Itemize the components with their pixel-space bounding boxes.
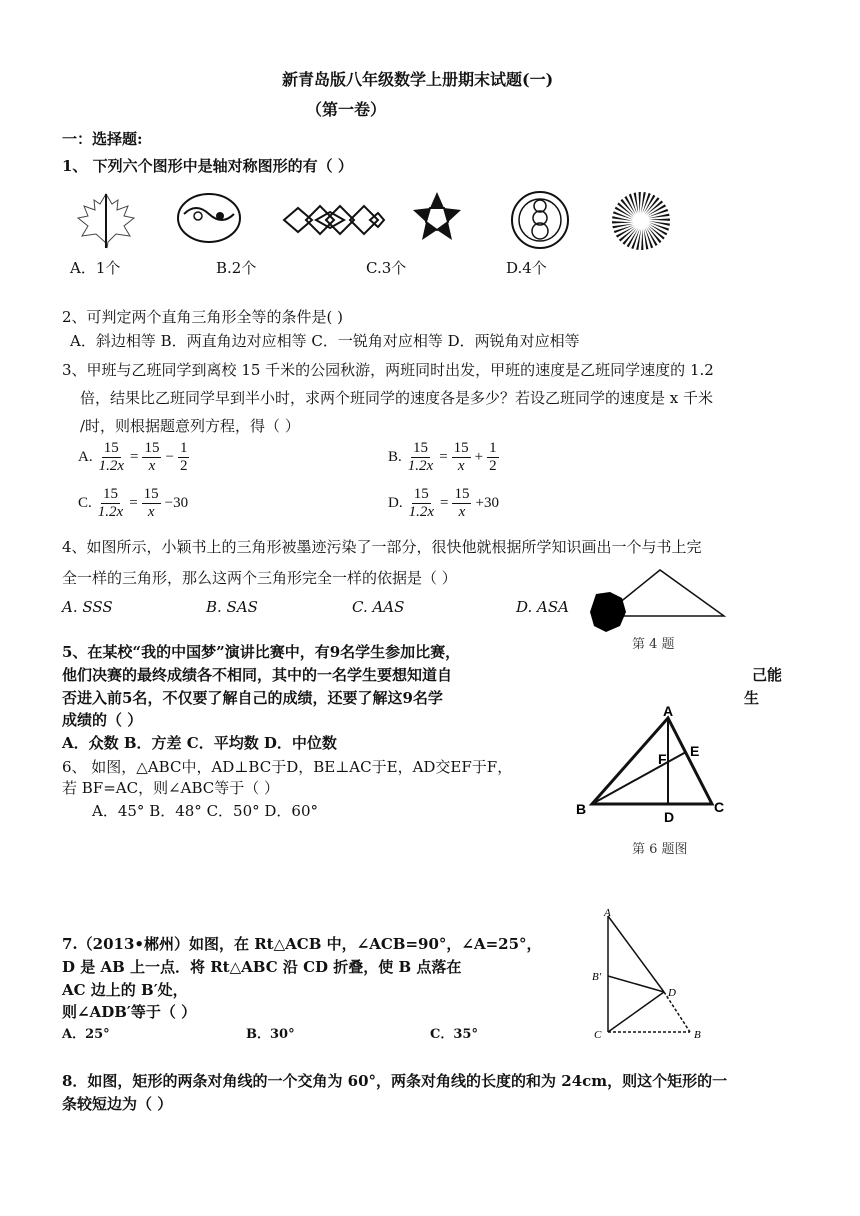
fold-triangle-figure xyxy=(590,908,710,1042)
q3-option-a: A. $\frac{15}{1.2x}$ = $\frac{15}{x}$ − $\frac{1}{2}$ xyxy=(78,440,188,474)
label-e: E xyxy=(690,743,700,759)
q5-line-3b: 生 xyxy=(744,689,760,707)
q8-line-2: 条较短边为（ ） xyxy=(62,1095,173,1113)
q5-line-4: 成绩的（ ） xyxy=(62,711,143,729)
q4-option-d: D. ASA xyxy=(516,598,569,616)
circles-figure xyxy=(510,190,570,250)
q7-option-a: A．25° xyxy=(62,1027,110,1042)
q1-option-d: D.4个 xyxy=(506,259,547,277)
q6-caption: 第 6 题图 xyxy=(632,842,688,857)
q3-option-b: B. $\frac{15}{1.2x}$ = $\frac{15}{x}$ + $\frac{1}{2}$ xyxy=(388,440,497,474)
ink-stained-triangle-figure xyxy=(588,566,728,638)
label-a: A xyxy=(663,703,674,719)
section-heading: 一：选择题: xyxy=(62,130,143,148)
label-b: B xyxy=(694,1029,701,1041)
q2-stem: 2、可判定两个直角三角形全等的条件是( ) xyxy=(62,308,344,326)
q4-option-b: B. SAS xyxy=(206,598,258,616)
page-title: 新青岛版八年级数学上册期末试题(一) xyxy=(282,70,554,89)
q8-line-1: 8．如图，矩形的两条对角线的一个交角为 60°，两条对角线的长度的和为 24cm，则这个矩形的一 xyxy=(62,1072,728,1090)
q5-line-2a: 他们决赛的最终成绩各不相同，其中的一名学生要想知道自 xyxy=(62,666,453,684)
q4-line-1: 4、如图所示，小颖书上的三角形被墨迹污染了一部分，很快他就根据所学知识画出一个与书上完 xyxy=(62,538,702,556)
q4-option-c: C. AAS xyxy=(352,598,405,616)
q1-option-a: A．1个 xyxy=(70,259,121,277)
label-f: F xyxy=(658,751,667,767)
q4-line-2: 全一样的三角形，那么这两个三角形完全一样的依据是（ ） xyxy=(62,569,457,587)
q7-line-2: D 是 AB 上一点．将 Rt△ABC 沿 CD 折叠，使 B 点落在 xyxy=(62,958,462,976)
pinwheel-star-figure xyxy=(410,190,464,244)
q7-line-1: 7.（2013•郴州）如图，在 Rt△ACB 中，∠ACB=90°，∠A=25°， xyxy=(62,935,542,953)
q1-option-c: C.3个 xyxy=(366,259,407,277)
q6-options: A．45° B．48° C．50° D．60° xyxy=(92,802,319,820)
knot-figure xyxy=(282,200,386,240)
q1-stem: 1、 下列六个图形中是轴对称图形的有（ ） xyxy=(62,157,353,175)
q7-line-3: AC 边上的 B′处， xyxy=(62,981,188,999)
q7-option-c: C．35° xyxy=(430,1027,478,1042)
yin-yang-figure xyxy=(176,192,242,244)
q5-line-3a: 否进入前5名，不仅要了解自己的成绩，还要了解这9名学 xyxy=(62,689,443,707)
label-c: C xyxy=(594,1029,602,1041)
q3-option-c: C. $\frac{15}{1.2x}$ = $\frac{15}{x}$ −30 xyxy=(78,486,189,520)
q3-line-3: /时，则根据题意列方程，得（ ） xyxy=(80,417,300,435)
q3-option-d: D. $\frac{15}{1.2x}$ = $\frac{15}{x}$ +30 xyxy=(388,486,499,520)
label-b: B xyxy=(576,801,587,817)
label-d: D xyxy=(664,809,675,825)
label-c: C xyxy=(714,799,725,815)
q2-options: A．斜边相等 B．两直角边对应相等 C．一锐角对应相等 D．两锐角对应相等 xyxy=(70,332,580,350)
q7-line-4: 则∠ADB′等于（ ） xyxy=(62,1003,197,1021)
q4-option-a: A. SSS xyxy=(62,598,113,616)
label-a: A xyxy=(604,907,611,919)
q5-options: A．众数 B．方差 C．平均数 D．中位数 xyxy=(62,734,337,752)
q3-line-1: 3、甲班与乙班同学到离校 15 千米的公园秋游，两班同时出发，甲班的速度是乙班同学速度的 1.2 xyxy=(62,361,714,379)
radial-fan-figure xyxy=(610,190,672,252)
leaf-figure xyxy=(76,192,138,248)
triangle-abc-figure xyxy=(572,704,742,830)
q3-line-2: 倍，结果比乙班同学早到半小时，求两个班同学的速度各是多少？若设乙班同学的速度是 x 千米 xyxy=(80,389,713,407)
q6-line-1: 6、 如图，△ABC中，AD⊥BC于D，BE⊥AC于E，AD交EF于F， xyxy=(62,758,513,776)
label-d: D xyxy=(668,987,676,999)
q5-line-2b: 己能 xyxy=(752,666,783,684)
q4-caption: 第 4 题 xyxy=(632,637,675,652)
q7-option-b: B．30° xyxy=(246,1027,295,1042)
q6-line-2: 若 BF=AC，则∠ABC等于（ ） xyxy=(62,779,280,797)
volume-label: （第一卷） xyxy=(306,100,387,119)
q1-option-b: B.2个 xyxy=(216,259,257,277)
q5-line-1: 5、在某校“我的中国梦”演讲比赛中，有9名学生参加比赛， xyxy=(62,643,461,661)
label-b-prime: B′ xyxy=(592,971,602,983)
